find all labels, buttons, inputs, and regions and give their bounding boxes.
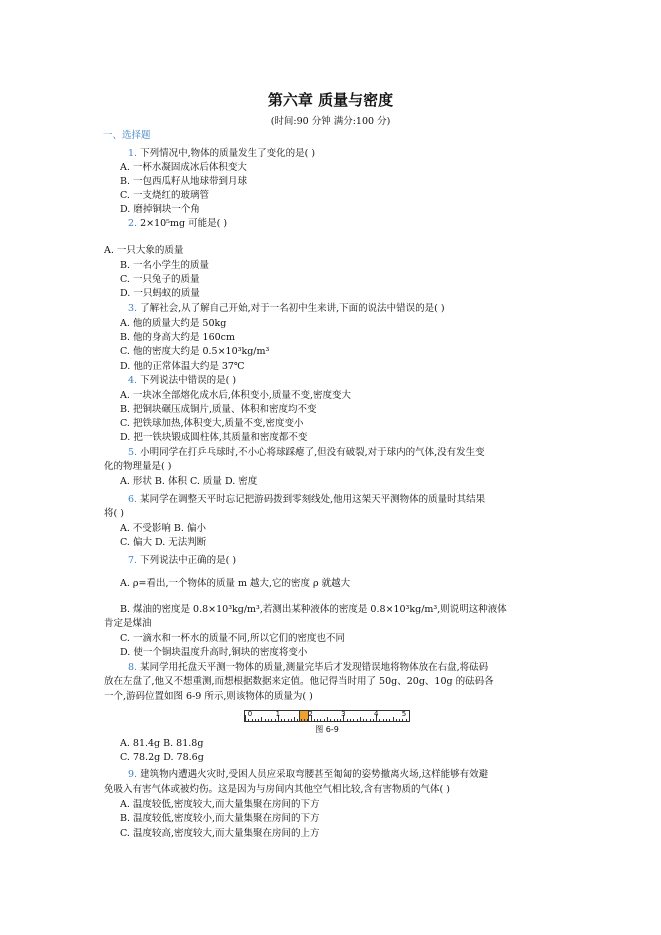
scale-tick <box>294 717 295 721</box>
line-text: D. 磨掉铜块一个角 <box>120 204 200 215</box>
scale-tick <box>340 719 341 721</box>
scale-label: 2 <box>308 710 313 718</box>
line-text: 2×10⁵mg 可能是( ) <box>140 218 228 229</box>
scale-tick <box>389 719 390 721</box>
scale-tick <box>363 719 364 721</box>
line-text: C. 78.2g D. 78.6g <box>120 752 204 763</box>
scale-label: 3 <box>341 710 346 718</box>
line-text: A. 不受影响 B. 偏小 <box>120 523 206 534</box>
question-text-line <box>120 476 257 488</box>
question-text-line <box>120 604 507 616</box>
exam-info: (时间:90 分钟 满分:100 分) <box>270 116 391 127</box>
question-stem <box>128 769 488 781</box>
question-text-line <box>120 204 200 216</box>
scale-tick <box>396 719 397 721</box>
scale-tick <box>284 719 285 721</box>
line-text: C. 温度较高,密度较大,而大量集聚在房间的上方 <box>120 828 320 839</box>
line-text: 某同学用托盘天平测一物体的质量,测量完毕后才发现错误地将物体放在右盘,将砝码 <box>140 662 489 673</box>
question-text-line <box>104 618 152 630</box>
figure-caption: 图 6-9 <box>315 725 339 734</box>
scale-tick <box>350 719 351 721</box>
question-text-line <box>120 274 199 286</box>
line-text: 某同学在调整天平时忘记把游码拨到零刻线处,他用这架天平测物体的质量时其结果 <box>140 494 486 505</box>
scale-tick <box>304 719 305 721</box>
question-text-line <box>120 190 209 202</box>
line-text: B. 煤油的密度是 0.8×10³kg/m³,若测出某种液体的密度是 0.8×10³kg/m³,则说明这种液体 <box>120 604 507 615</box>
line-text: A. 一杯水凝固成冰后体积变大 <box>120 162 247 173</box>
scale-tick <box>317 719 318 721</box>
question-text-line <box>120 799 319 811</box>
line-text: 免吸入有害气体或被灼伤。这是因为与房间内其他空气相比较,含有害物质的气体( ) <box>104 784 450 795</box>
scale-tick <box>327 717 328 721</box>
question-text-line <box>104 461 171 473</box>
line-text: D. 使一个铜块温度升高时,铜块的密度将变小 <box>120 647 308 658</box>
line-text: C. 他的密度大约是 0.5×10³kg/m³ <box>120 346 270 357</box>
line-text: A. 一块冰全部熔化成水后,体积变小,质量不变,密度变大 <box>120 390 351 401</box>
question-stem <box>128 148 315 160</box>
question-text-line <box>104 784 450 796</box>
question-number: 7. <box>128 555 141 566</box>
scale-tick <box>383 719 384 721</box>
section-heading: 一、选择题 <box>103 130 151 141</box>
line-text: B. 把铜块碾压成铜片,质量、体积和密度均不变 <box>120 404 317 415</box>
scale-tick <box>357 719 358 721</box>
question-text-line <box>120 162 247 174</box>
question-text-line <box>120 633 345 645</box>
line-text: C. 一滴水和一杯水的质量不同,所以它们的密度也不同 <box>120 633 345 644</box>
question-number: 9. <box>128 769 141 780</box>
scale-tick <box>399 719 400 721</box>
question-stem <box>128 375 236 387</box>
question-text-line <box>120 288 200 300</box>
question-stem <box>128 447 485 459</box>
scale-tick <box>337 719 338 721</box>
question-text-line <box>120 523 206 535</box>
scale-tick <box>248 719 249 721</box>
line-text: B. 温度较低,密度较小,而大量集聚在房间的下方 <box>120 813 320 824</box>
question-text-line <box>120 260 209 272</box>
question-text-line <box>104 676 494 688</box>
line-text: B. 一名小学生的质量 <box>120 260 210 271</box>
scale-tick <box>366 719 367 721</box>
question-text-line <box>120 176 247 188</box>
scale-tick <box>288 719 289 721</box>
question-text-line <box>120 390 351 402</box>
question-text-line <box>120 404 317 416</box>
question-text-line <box>120 332 235 344</box>
question-stem <box>128 494 485 506</box>
question-text-line <box>120 361 245 373</box>
scale-label: 0 <box>247 710 253 718</box>
line-text: C. 偏大 D. 无法判断 <box>120 537 207 548</box>
line-text: A. 形状 B. 体积 C. 质量 D. 密度 <box>120 476 258 487</box>
question-number: 4. <box>128 375 141 386</box>
question-text-line <box>120 318 226 330</box>
question-text-line <box>120 813 320 825</box>
line-text: A. 一只大象的质量 <box>104 245 184 256</box>
question-number: 2. <box>128 218 141 229</box>
question-text-line <box>104 691 313 703</box>
scale-tick <box>252 719 253 721</box>
question-text-line <box>120 418 304 430</box>
rider-scale <box>244 710 410 722</box>
scale-tick <box>406 719 407 721</box>
question-text-line <box>104 245 183 257</box>
scale-tick <box>255 719 256 721</box>
line-text: C. 把铁球加热,体积变大,质量不变,密度变小 <box>120 418 304 429</box>
scale-tick <box>268 719 269 721</box>
scale-tick <box>353 719 354 721</box>
scale-tick <box>297 719 298 721</box>
question-stem <box>128 303 445 315</box>
question-text-line <box>120 752 204 764</box>
question-number: 3. <box>128 303 141 314</box>
scale-tick <box>386 719 387 721</box>
line-text: 建筑物内遭遇火灾时,受困人员应采取弯腰甚至匍匐的姿势撤离火场,这样能够有效避 <box>140 769 489 780</box>
scale-tick <box>330 719 331 721</box>
question-text-line <box>120 346 269 358</box>
line-text: 了解社会,从了解自己开始,对于一名初中生来讲,下面的说法中错误的是( ) <box>140 303 445 314</box>
question-text-line <box>120 432 307 444</box>
line-text: B. 一包西瓜籽从地球带到月球 <box>120 176 248 187</box>
line-text: 将( ) <box>104 508 124 519</box>
scale-label: 1 <box>275 710 281 718</box>
scale-tick <box>347 719 348 721</box>
line-text: 肯定是煤油 <box>104 618 152 629</box>
scale-tick <box>360 717 361 721</box>
line-text: 化的物理量是( ) <box>104 461 172 472</box>
scale-tick <box>258 719 259 721</box>
question-stem <box>128 218 227 230</box>
line-text: A. ρ=看出,一个物体的质量 m 越大,它的密度 ρ 就越大 <box>120 578 351 589</box>
scale-tick <box>275 719 276 721</box>
scale-tick <box>261 717 262 721</box>
line-text: 小明同学在打乒乓球时,不小心将球踩瘪了,但没有破裂,对于球内的气体,没有发生变 <box>140 447 485 458</box>
line-text: 下列说法中错误的是( ) <box>140 375 237 386</box>
question-stem <box>128 662 488 674</box>
scale-tick <box>301 719 302 721</box>
line-text: A. 81.4g B. 81.8g <box>120 738 204 749</box>
line-text: A. 他的质量大约是 50kg <box>120 318 227 329</box>
scale-tick <box>320 719 321 721</box>
scale-tick <box>409 715 410 721</box>
line-text: D. 把一铁块锻成圆柱体,其质量和密度都不变 <box>120 432 308 443</box>
line-text: 下列情况中,物体的质量发生了变化的是( ) <box>140 148 316 159</box>
scale-label: 4 <box>373 710 379 718</box>
scale-tick <box>324 719 325 721</box>
line-text: D. 他的正常体温大约是 37℃ <box>120 361 245 372</box>
line-text: 下列说法中正确的是( ) <box>140 555 237 566</box>
line-text: 一个,游码位置如图 6-9 所示,则该物体的质量为( ) <box>104 691 313 702</box>
scale-tick <box>314 719 315 721</box>
scale-tick <box>393 717 394 721</box>
scale-tick <box>265 719 266 721</box>
scale-tick <box>334 719 335 721</box>
question-number: 1. <box>128 148 141 159</box>
scale-tick <box>373 719 374 721</box>
scale-tick <box>370 719 371 721</box>
question-text-line <box>120 647 307 659</box>
page-title: 第六章 质量与密度 <box>267 91 394 109</box>
scale-label: 5 <box>401 710 407 718</box>
question-text-line <box>120 828 320 840</box>
line-text: 放在左盘了,他又不想重测,而想根据数据来定值。他记得当时用了 50g、20g、10g 的砝码各 <box>104 676 494 687</box>
question-text-line <box>120 738 203 750</box>
scale-tick <box>245 715 246 721</box>
question-number: 6. <box>128 494 141 505</box>
question-text-line <box>120 537 206 549</box>
scale-tick <box>307 719 308 721</box>
line-text: A. 温度较低,密度较大,而大量集聚在房间的下方 <box>120 799 320 810</box>
line-text: B. 他的身高大约是 160cm <box>120 332 236 343</box>
question-text-line <box>104 508 124 520</box>
question-number: 8. <box>128 662 141 673</box>
scale-tick <box>271 719 272 721</box>
line-text: C. 一支烧红的玻璃管 <box>120 190 209 201</box>
question-text-line <box>120 578 350 590</box>
scale-tick <box>281 719 282 721</box>
line-text: C. 一只兔子的质量 <box>120 274 200 285</box>
scale-tick <box>379 719 380 721</box>
question-stem <box>128 555 236 567</box>
scale-tick <box>291 719 292 721</box>
line-text: D. 一只蚂蚁的质量 <box>120 288 200 299</box>
scale-tick <box>402 719 403 721</box>
question-number: 5. <box>128 447 141 458</box>
